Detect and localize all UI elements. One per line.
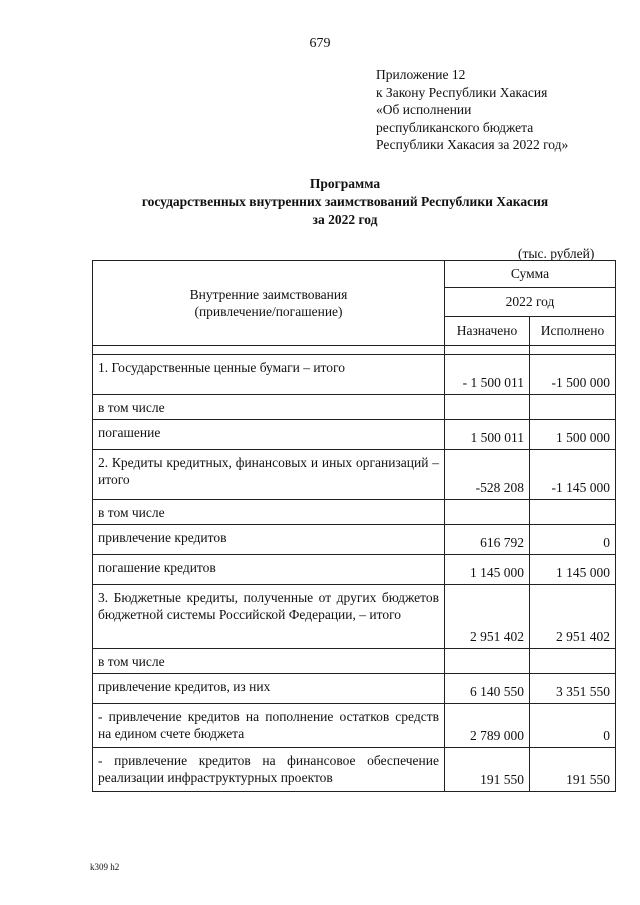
header-borrowings: [93, 261, 445, 346]
row-planned: -528 208: [445, 450, 530, 500]
row-label: 1. Государственные ценные бумаги – итого: [93, 355, 445, 395]
row-executed: [530, 500, 616, 525]
page-number: 679: [309, 36, 331, 51]
row-executed: 191 550: [530, 748, 616, 792]
header-borrowings-sub: (привлечение/погашение): [194, 304, 343, 319]
footer-code: k309 h2: [90, 862, 120, 872]
row-label: погашение кредитов: [93, 555, 445, 585]
row-planned: 2 951 402: [445, 585, 530, 649]
appendix-line: Республики Хакасия за 2022 год»: [376, 137, 569, 152]
row-label: в том числе: [93, 395, 445, 420]
title-line: Программа: [309, 176, 381, 191]
header-planned: Назначено: [445, 317, 530, 346]
row-planned: - 1 500 011: [445, 355, 530, 395]
row-executed: [530, 649, 616, 674]
row-label: в том числе: [93, 500, 445, 525]
row-executed: -1 500 000: [530, 355, 616, 395]
table-row: [93, 649, 616, 674]
appendix-line: республиканского бюджета: [376, 119, 534, 135]
row-planned: 1 145 000: [445, 555, 530, 585]
title-line: государственных внутренних заимствований Республики Хакасия: [141, 194, 549, 209]
document-title: [0, 175, 640, 229]
header-year: 2022 год: [445, 288, 616, 317]
appendix-block: [376, 66, 626, 154]
row-label: в том числе: [93, 649, 445, 674]
row-planned: 616 792: [445, 525, 530, 555]
header-row: [93, 261, 616, 288]
table-row: [93, 450, 616, 500]
spacer-row: [93, 346, 616, 355]
header-sum: Сумма: [445, 261, 616, 288]
row-executed: 3 351 550: [530, 674, 616, 704]
table-row: [93, 704, 616, 748]
row-planned: 6 140 550: [445, 674, 530, 704]
table-row: [93, 674, 616, 704]
row-planned: [445, 395, 530, 420]
table-row: [93, 585, 616, 649]
header-executed: Исполнено: [530, 317, 616, 346]
row-planned: [445, 500, 530, 525]
row-executed: 1 500 000: [530, 420, 616, 450]
table-row: [93, 525, 616, 555]
table-row: [93, 395, 616, 420]
row-executed: 1 145 000: [530, 555, 616, 585]
header-borrowings-label: Внутренние заимствования: [189, 287, 348, 302]
row-executed: 0: [530, 525, 616, 555]
borrowings-table: [92, 260, 616, 792]
table-row: [93, 555, 616, 585]
table-row: [93, 420, 616, 450]
row-executed: 0: [530, 704, 616, 748]
row-label: привлечение кредитов: [93, 525, 445, 555]
row-planned: 2 789 000: [445, 704, 530, 748]
table-row: [93, 355, 616, 395]
appendix-line: «Об исполнении: [376, 102, 472, 117]
row-planned: [445, 649, 530, 674]
row-label: - привлечение кредитов на финансовое обеспечение реализации инфраструктурных проектов: [93, 748, 445, 792]
table-row: [93, 500, 616, 525]
row-label: погашение: [93, 420, 445, 450]
row-executed: 2 951 402: [530, 585, 616, 649]
units-label: (тыс. рублей): [518, 246, 595, 261]
appendix-line: Приложение 12: [376, 67, 466, 82]
row-label: 2. Кредиты кредитных, финансовых и иных организаций – итого: [93, 450, 445, 500]
row-planned: 191 550: [445, 748, 530, 792]
row-executed: -1 145 000: [530, 450, 616, 500]
row-executed: [530, 395, 616, 420]
title-line: за 2022 год: [312, 212, 378, 227]
row-label: 3. Бюджетные кредиты, полученные от других бюджетов бюджетной системы Российской Федерации, – итого: [93, 585, 445, 649]
row-planned: 1 500 011: [445, 420, 530, 450]
appendix-line: к Закону Республики Хакасия: [376, 84, 548, 100]
row-label: привлечение кредитов, из них: [93, 674, 445, 704]
row-label: - привлечение кредитов на пополнение остатков средств на едином счете бюджета: [93, 704, 445, 748]
table-row: [93, 748, 616, 792]
